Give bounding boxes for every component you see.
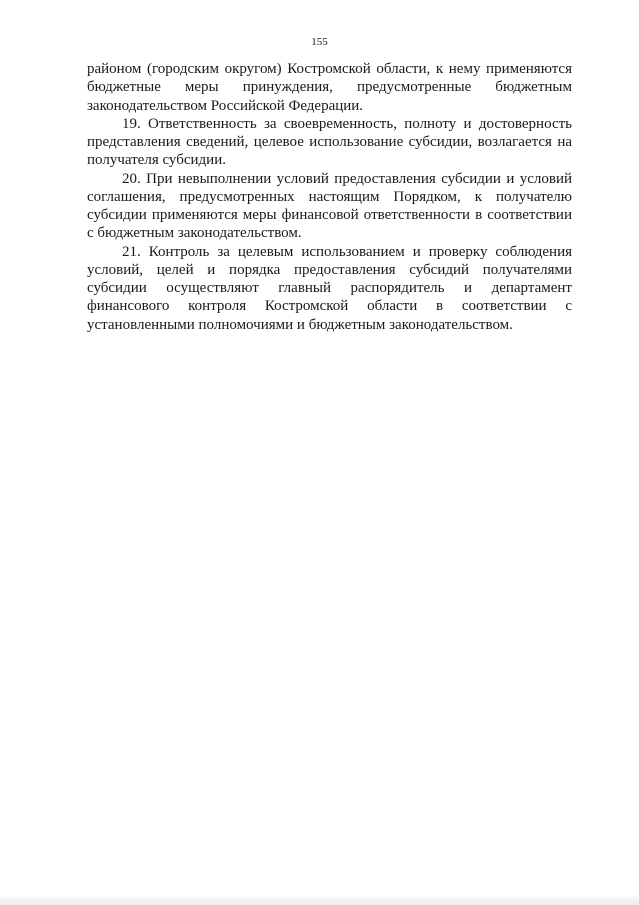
paragraph-20: 20. При невыполнении условий предоставления субсидии и условий соглашения, предусмотренных настоящим Порядком, к получателю субсидии применяются меры финансовой ответственности в соответствии с бюджетным законодательством. (87, 170, 572, 242)
paragraph-19: 19. Ответственность за своевременность, полноту и достоверность представления сведений, целевое использование субсидии, возлагается на получателя субсидии. (87, 115, 572, 169)
page-number: 155 (311, 36, 328, 48)
paragraph-continuation: районом (городским округом) Костромской области, к нему применяются бюджетные меры принуждения, предусмотренные бюджетным законодательством Российской Федерации. (87, 61, 572, 114)
scan-bottom-edge (0, 895, 639, 905)
paragraph-21: 21. Контроль за целевым использованием и проверку соблюдения условий, целей и порядка предоставления субсидий получателями субсидии осуществляют главный распорядитель и департамент финансового контроля Костромской области в соответствии с установленными полномочиями и бюджетным законодательством. (87, 243, 572, 333)
document-body (87, 60, 572, 334)
